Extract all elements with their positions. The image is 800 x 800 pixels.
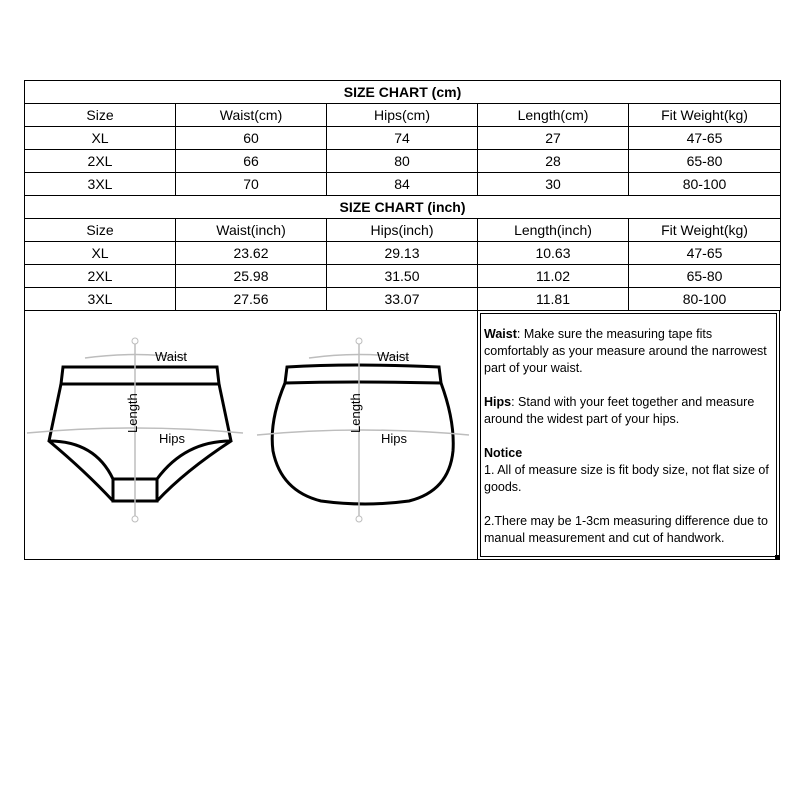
column-header: Fit Weight(kg) — [629, 219, 781, 242]
corner-mark — [775, 555, 779, 559]
column-header: Waist(cm) — [176, 104, 327, 127]
notes-box — [480, 313, 777, 557]
cm-header-row — [25, 104, 781, 127]
column-header: Length(inch) — [478, 219, 629, 242]
waist-label: Waist — [377, 349, 410, 364]
table-cell: XL — [25, 127, 176, 150]
notice-item-1: 1. All of measure size is fit body size, not flat size of goods. — [484, 463, 769, 494]
size-chart-table — [24, 80, 781, 311]
measurement-diagram — [25, 311, 477, 559]
table-cell: 25.98 — [176, 265, 327, 288]
column-header: Size — [25, 104, 176, 127]
column-header: Size — [25, 219, 176, 242]
table-cell: 65-80 — [629, 150, 781, 173]
table-cell: 2XL — [25, 265, 176, 288]
waist-note-heading: Waist — [484, 327, 517, 341]
table-row — [25, 288, 781, 311]
table-cell: 11.81 — [478, 288, 629, 311]
underwear-diagram-svg — [25, 311, 477, 559]
table-row — [25, 265, 781, 288]
table-cell: 47-65 — [629, 242, 781, 265]
table-row — [25, 173, 781, 196]
table-cell: 60 — [176, 127, 327, 150]
hips-note — [484, 394, 773, 428]
column-header: Hips(cm) — [327, 104, 478, 127]
table-row — [25, 242, 781, 265]
inch-chart-title: SIZE CHART (inch) — [25, 196, 781, 219]
column-header: Length(cm) — [478, 104, 629, 127]
table-cell: 47-65 — [629, 127, 781, 150]
cm-title-row — [25, 81, 781, 104]
table-cell: 3XL — [25, 288, 176, 311]
column-header: Waist(inch) — [176, 219, 327, 242]
waist-label: Waist — [155, 349, 188, 364]
measurement-notes — [477, 311, 779, 559]
column-header: Hips(inch) — [327, 219, 478, 242]
table-row — [25, 127, 781, 150]
table-cell: 27 — [478, 127, 629, 150]
waist-note-text: : Make sure the measuring tape fits comfortably as your measure around the narrowest part of your waist. — [484, 327, 767, 375]
notice-item-2: 2.There may be 1-3cm measuring difference due to manual measurement and cut of handwork. — [484, 514, 768, 545]
table-cell: 10.63 — [478, 242, 629, 265]
length-label: Length — [125, 393, 140, 433]
inch-header-row — [25, 219, 781, 242]
hips-label: Hips — [381, 431, 408, 446]
table-cell: 65-80 — [629, 265, 781, 288]
inch-title-row — [25, 196, 781, 219]
hips-note-text: : Stand with your feet together and measure around the widest part of your hips. — [484, 395, 755, 426]
table-cell: 3XL — [25, 173, 176, 196]
table-cell: 84 — [327, 173, 478, 196]
waist-note — [484, 326, 773, 377]
notice-heading-line — [484, 445, 773, 462]
table-cell: 28 — [478, 150, 629, 173]
table-cell: 70 — [176, 173, 327, 196]
table-cell: 29.13 — [327, 242, 478, 265]
table-cell: 80-100 — [629, 173, 781, 196]
table-cell: XL — [25, 242, 176, 265]
table-row — [25, 150, 781, 173]
size-chart-sheet — [24, 80, 780, 560]
table-cell: 30 — [478, 173, 629, 196]
measurement-section — [24, 311, 780, 560]
column-header: Fit Weight(kg) — [629, 104, 781, 127]
length-label: Length — [348, 393, 363, 433]
table-cell: 27.56 — [176, 288, 327, 311]
table-cell: 80 — [327, 150, 478, 173]
notice-heading: Notice — [484, 446, 523, 460]
hips-note-heading: Hips — [484, 395, 512, 409]
table-cell: 66 — [176, 150, 327, 173]
table-cell: 33.07 — [327, 288, 478, 311]
table-cell: 31.50 — [327, 265, 478, 288]
hips-label: Hips — [159, 431, 186, 446]
table-cell: 80-100 — [629, 288, 781, 311]
table-cell: 74 — [327, 127, 478, 150]
table-cell: 2XL — [25, 150, 176, 173]
cm-chart-title: SIZE CHART (cm) — [25, 81, 781, 104]
table-cell: 23.62 — [176, 242, 327, 265]
full-brief-illustration — [257, 338, 469, 522]
table-cell: 11.02 — [478, 265, 629, 288]
